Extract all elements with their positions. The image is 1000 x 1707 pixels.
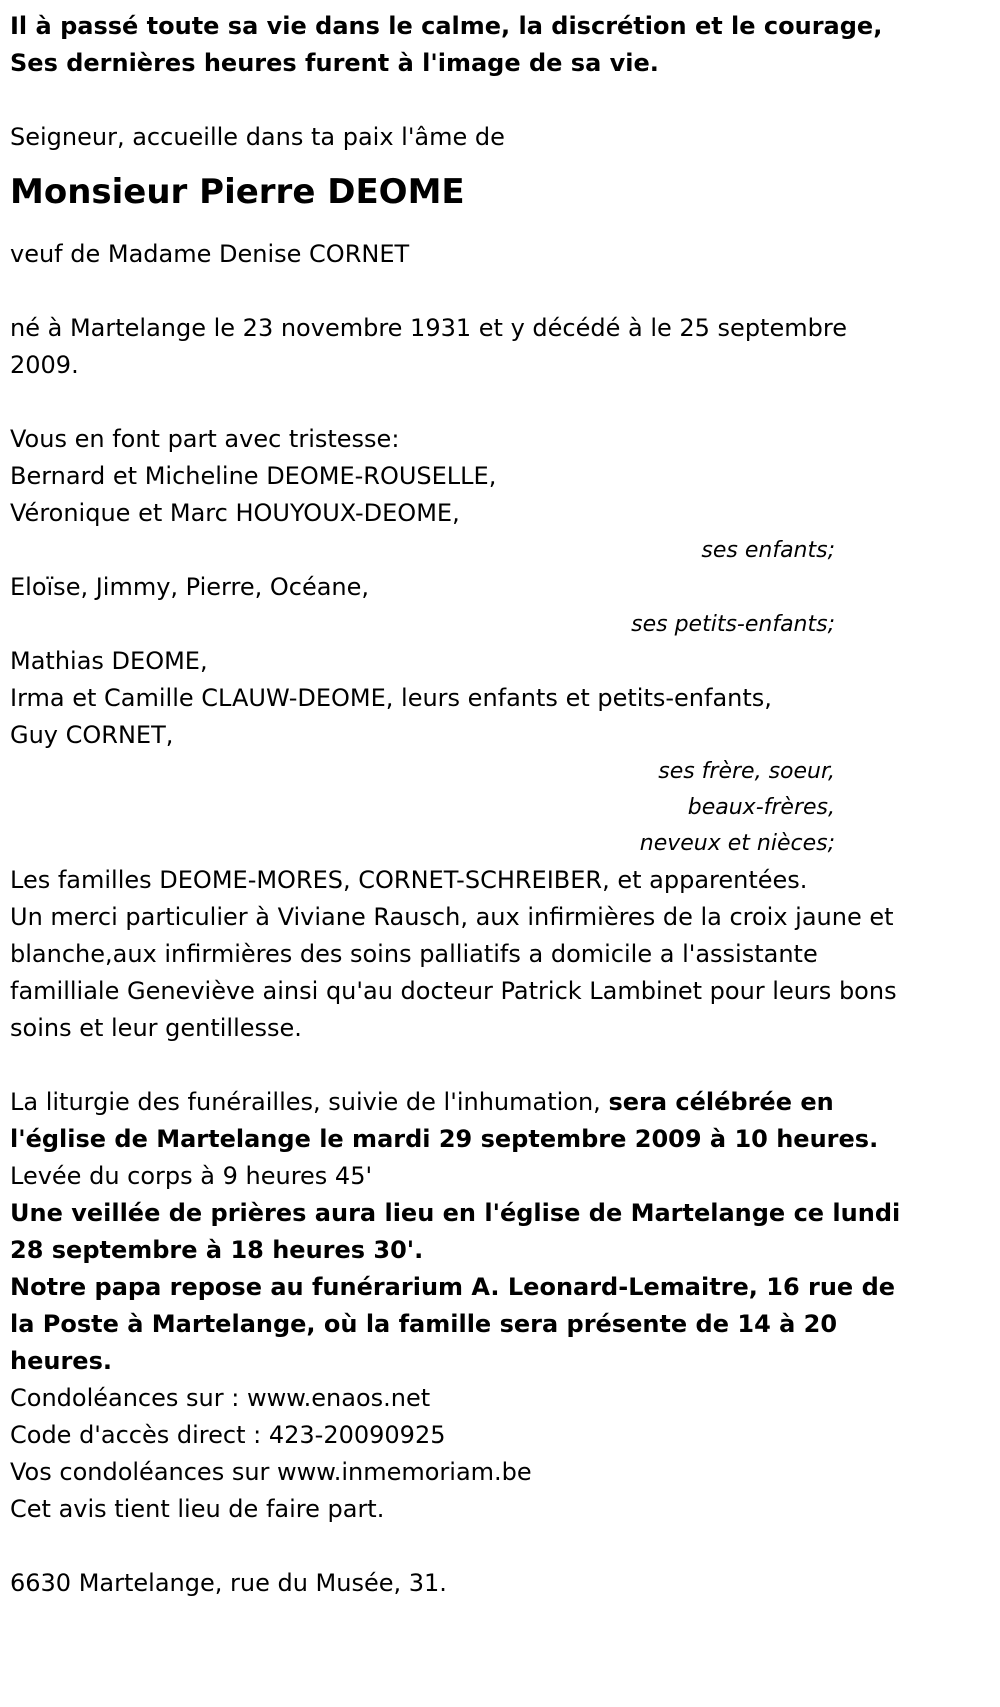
- sibling-line: Guy CORNET,: [10, 721, 174, 749]
- intro-line-2: Ses dernières heures furent à l'image de sa vie.: [10, 49, 659, 77]
- liturgy-plain: La liturgie des funérailles, suivie de l'inhumation,: [10, 1088, 609, 1116]
- siblings-label: beaux-frères,: [687, 795, 835, 820]
- liturgy-bold: sera célébrée en l'église de Martelange le mardi 29 septembre 2009 à 10 heures.: [10, 1088, 879, 1153]
- address-line: 6630 Martelange, rue du Musée, 31.: [10, 1569, 447, 1597]
- funerarium-paragraph: Notre papa repose au funérarium A. Leonard-Lemaitre, 16 rue de la Poste à Martelange, où la famille sera présente de 14 à 20 heures.: [10, 1273, 896, 1375]
- access-code: Code d'accès direct : 423-20090925: [10, 1421, 446, 1449]
- spacer: [10, 82, 990, 119]
- deceased-name: Monsieur Pierre DEOME: [10, 172, 465, 212]
- families-line: Les familles DEOME-MORES, CORNET-SCHREIBER, et apparentées.: [10, 866, 808, 894]
- siblings-label: neveux et nièces;: [639, 831, 835, 856]
- levee-line: Levée du corps à 9 heures 45': [10, 1162, 373, 1190]
- birth-death-line: né à Martelange le 23 novembre 1931 et y décédé à le 25 septembre 2009.: [10, 314, 847, 379]
- sibling-line: Mathias DEOME,: [10, 647, 208, 675]
- spacer: [10, 1528, 990, 1565]
- condolences-inmemoriam: Vos condoléances sur www.inmemoriam.be: [10, 1458, 532, 1486]
- grandchildren-line: Eloïse, Jimmy, Pierre, Océane,: [10, 573, 370, 601]
- grandchildren-label: ses petits-enfants;: [631, 612, 835, 637]
- children-label: ses enfants;: [701, 538, 835, 563]
- family-intro: Vous en font part avec tristesse:: [10, 425, 400, 453]
- spacer: [10, 273, 990, 310]
- condolences-enaos: Condoléances sur : www.enaos.net: [10, 1384, 431, 1412]
- child-line: Véronique et Marc HOUYOUX-DEOME,: [10, 499, 460, 527]
- thanks-paragraph: Un merci particulier à Viviane Rausch, aux infirmières de la croix jaune et blanche,aux infirmières des soins palliatifs a domicile a l'assistante familliale Geneviève ainsi qu'au docteur Patrick Lambinet pour leurs bons soins et leur gentillesse.: [10, 903, 897, 1042]
- spouse-line: veuf de Madame Denise CORNET: [10, 240, 410, 268]
- vigil-paragraph: Une veillée de prières aura lieu en l'église de Martelange ce lundi 28 septembre à 18 heures 30'.: [10, 1199, 901, 1264]
- spacer: [10, 384, 990, 421]
- sibling-line: Irma et Camille CLAUW-DEOME, leurs enfants et petits-enfants,: [10, 684, 772, 712]
- intro-line-1: Il à passé toute sa vie dans le calme, la discrétion et le courage,: [10, 12, 883, 40]
- liturgy-paragraph: [10, 1084, 915, 1158]
- spacer: [10, 1047, 990, 1084]
- siblings-label: ses frère, soeur,: [658, 759, 835, 784]
- notice-line: Cet avis tient lieu de faire part.: [10, 1495, 385, 1523]
- invocation: Seigneur, accueille dans ta paix l'âme de: [10, 123, 505, 151]
- child-line: Bernard et Micheline DEOME-ROUSELLE,: [10, 462, 497, 490]
